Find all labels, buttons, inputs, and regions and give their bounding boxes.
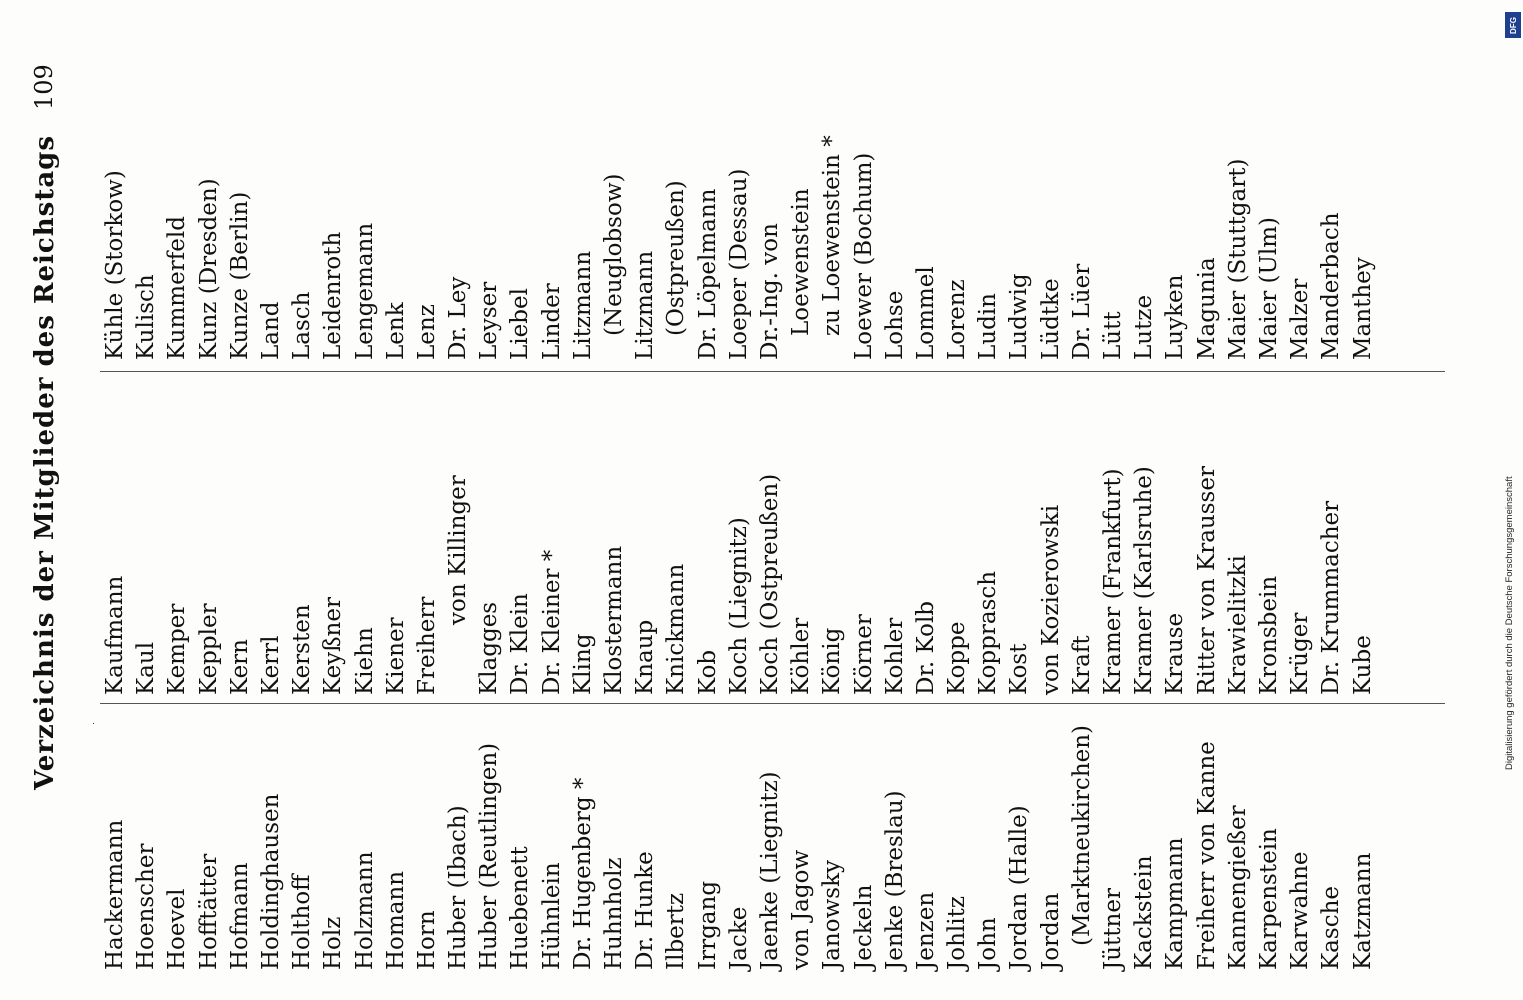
member-name: Hoenscher xyxy=(133,843,160,970)
member-name: Knaup xyxy=(632,619,659,695)
member-name: Loewer (Bochum) xyxy=(850,152,877,360)
member-name: Freiherr xyxy=(413,596,440,695)
member-name: Huber (Reutlingen) xyxy=(476,742,503,970)
member-name: Kohler xyxy=(881,617,908,695)
member-name: Jeckeln xyxy=(850,884,877,970)
member-name: Koppe xyxy=(944,621,971,695)
member-name: Malzer xyxy=(1287,278,1314,360)
member-column-3 xyxy=(100,135,1379,360)
member-name: Kob xyxy=(694,649,721,695)
member-name: Homann xyxy=(382,870,409,970)
member-name: Leyser xyxy=(476,281,503,360)
member-name: Kaul xyxy=(133,641,160,695)
member-name: Ludin xyxy=(975,293,1002,360)
member-name: Kerrl xyxy=(257,635,284,695)
member-name: Huebenett xyxy=(507,846,534,970)
member-name: Keppler xyxy=(195,603,222,695)
member-name: Land xyxy=(257,301,284,360)
member-name: Kemper xyxy=(164,603,191,695)
member-name: Klostermann xyxy=(601,545,627,695)
member-name: Holthoff xyxy=(289,874,316,970)
member-name: Horn xyxy=(413,910,440,970)
member-name: Manthey xyxy=(1349,257,1376,360)
credit-text: Digitalisierung gefördert durch die Deutsche Forschungsgemeinschaft xyxy=(1504,476,1515,770)
member-name: Litzmann xyxy=(632,250,659,360)
member-name: Koch (Ostpreußen) xyxy=(756,473,783,695)
member-name: Hoevel xyxy=(164,888,191,970)
member-name: Kummerfeld xyxy=(164,216,191,360)
member-name: Dr. Kleiner * xyxy=(538,549,565,695)
member-name: Dr. Hugenberg * xyxy=(569,777,596,970)
member-name: Kunze (Berlin) xyxy=(226,191,253,360)
member-name: Lenz xyxy=(413,304,440,360)
member-name: Krüger xyxy=(1287,612,1314,695)
member-name: Hühnlein xyxy=(538,862,565,970)
member-name: Linder xyxy=(538,283,565,360)
member-column-1 xyxy=(100,725,1379,970)
member-name: Lutze xyxy=(1131,294,1158,360)
member-name: Karpenstein xyxy=(1255,828,1282,970)
member-name: Dr.-Ing. von xyxy=(756,223,783,360)
column-rule-a xyxy=(100,703,1445,704)
member-name: Dr. Lüer xyxy=(1068,263,1095,360)
member-name: (Neuglobsow) xyxy=(601,173,627,336)
member-name: Dr. Klein xyxy=(507,593,534,695)
member-name: Loewenstein xyxy=(788,188,815,336)
member-name: Kling xyxy=(569,633,596,695)
member-name: Liebel xyxy=(507,288,534,360)
member-name: Lüdtke xyxy=(1037,278,1064,360)
member-name: Dr. Krummacher xyxy=(1318,500,1345,695)
member-name: Hackermann xyxy=(102,819,128,970)
member-name: Dr. Ley xyxy=(445,276,472,360)
member-name: John xyxy=(975,917,1002,970)
member-name: Jenke (Breslau) xyxy=(881,790,908,970)
member-name: Kasche xyxy=(1318,885,1345,970)
member-name: Kersten xyxy=(289,604,316,695)
member-name: Ritter von Krausser xyxy=(1193,466,1220,695)
member-name: Keyßner xyxy=(320,597,347,695)
member-name: Klagges xyxy=(476,601,503,695)
member-name: Maier (Ulm) xyxy=(1255,216,1282,360)
member-name: Lommel xyxy=(912,266,939,360)
column-rule-b xyxy=(100,371,1445,372)
member-name: zu Loewenstein * xyxy=(819,135,846,336)
member-name: Lenk xyxy=(382,302,409,360)
member-name: von Jagow xyxy=(788,849,815,970)
member-name: Huhnholz xyxy=(601,857,627,970)
member-name: Koch (Liegnitz) xyxy=(725,517,752,695)
member-name: (Marktneukirchen) xyxy=(1068,724,1095,946)
member-name: Litzmann xyxy=(569,250,596,360)
member-name: Jordan (Halle) xyxy=(1006,805,1033,970)
member-name: Huber (Ibach) xyxy=(445,805,472,970)
member-name: Jordan xyxy=(1037,892,1064,970)
member-name: Körner xyxy=(850,614,877,695)
member-name: Holz xyxy=(320,916,347,970)
column-divider-1 xyxy=(93,723,94,724)
member-name: Kramer (Frankfurt) xyxy=(1100,468,1126,695)
credit-line xyxy=(1500,390,1522,770)
member-name: Kronsbein xyxy=(1255,575,1282,695)
member-name: Kiehn xyxy=(351,627,378,695)
member-name: Kost xyxy=(1006,643,1033,695)
member-name: Lengemann xyxy=(351,222,378,360)
member-name: Lasch xyxy=(289,291,316,360)
member-name: von Kozierowski xyxy=(1037,504,1064,695)
member-name: Krawielitzki xyxy=(1224,555,1251,695)
member-name: Holdinghausen xyxy=(257,793,284,970)
member-name: Loeper (Dessau) xyxy=(725,168,752,360)
member-name: Lütt xyxy=(1100,311,1126,360)
member-column-2 xyxy=(100,466,1379,695)
page-title: Verzeichnis der Mitglieder des Reichstags xyxy=(30,135,60,790)
member-name: Kern xyxy=(226,639,253,695)
member-name: Katzmann xyxy=(1349,852,1376,970)
member-name: Krause xyxy=(1162,612,1189,695)
member-name: Maier (Stuttgart) xyxy=(1224,158,1251,360)
member-name: (Ostpreußen) xyxy=(663,180,690,336)
member-name: König xyxy=(819,627,846,695)
member-name: Luyken xyxy=(1162,274,1189,360)
member-name: Jacke xyxy=(725,906,752,970)
member-name: Hofftätter xyxy=(195,853,222,970)
member-name: Kulisch xyxy=(133,274,160,360)
member-name: Kühle (Storkow) xyxy=(102,170,128,360)
member-name: Magunia xyxy=(1193,257,1220,360)
member-name: Freiherr von Kanne xyxy=(1193,741,1220,970)
member-name: Köhler xyxy=(788,617,815,695)
member-name: Irrgang xyxy=(694,880,721,970)
member-name: Dr. Löpelmann xyxy=(694,188,721,360)
member-name: Dr. Hunke xyxy=(632,851,659,970)
member-name: Leidenroth xyxy=(320,231,347,360)
member-name: Lohse xyxy=(881,290,908,360)
dfg-logo: DFG xyxy=(1505,12,1521,38)
member-name: Kopprasch xyxy=(975,570,1002,695)
member-name: Manderbach xyxy=(1318,212,1345,360)
member-name: Dr. Kolb xyxy=(912,600,939,695)
member-name: Kampmann xyxy=(1162,837,1189,970)
member-name: Holzmann xyxy=(351,851,378,970)
member-name: Johlitz xyxy=(944,896,971,970)
member-name: Kunz (Dresden) xyxy=(195,178,222,360)
member-name: Kackstein xyxy=(1131,855,1158,970)
member-name: Jenzen xyxy=(912,891,939,970)
member-name: Ilbertz xyxy=(663,892,690,970)
member-name: Ludwig xyxy=(1006,273,1033,360)
member-name: Kaufmann xyxy=(102,575,128,695)
member-name: Jaenke (Liegnitz) xyxy=(756,771,783,970)
member-name: Jüttner xyxy=(1100,888,1126,970)
member-name: Kube xyxy=(1349,635,1376,695)
page-number: 109 xyxy=(30,64,58,110)
member-name: Kraft xyxy=(1068,635,1095,695)
member-name: Hofmann xyxy=(226,862,253,970)
page-header xyxy=(30,0,80,1000)
member-name: von Killinger xyxy=(445,475,472,625)
member-name: Kiener xyxy=(382,617,409,695)
member-name: Janowsky xyxy=(819,859,846,970)
member-name: Kramer (Karlsruhe) xyxy=(1131,466,1158,695)
member-name: Knickmann xyxy=(663,563,690,695)
member-name: Kannengießer xyxy=(1224,805,1251,970)
member-name: Lorenz xyxy=(944,279,971,360)
member-name: Karwahne xyxy=(1287,851,1314,970)
